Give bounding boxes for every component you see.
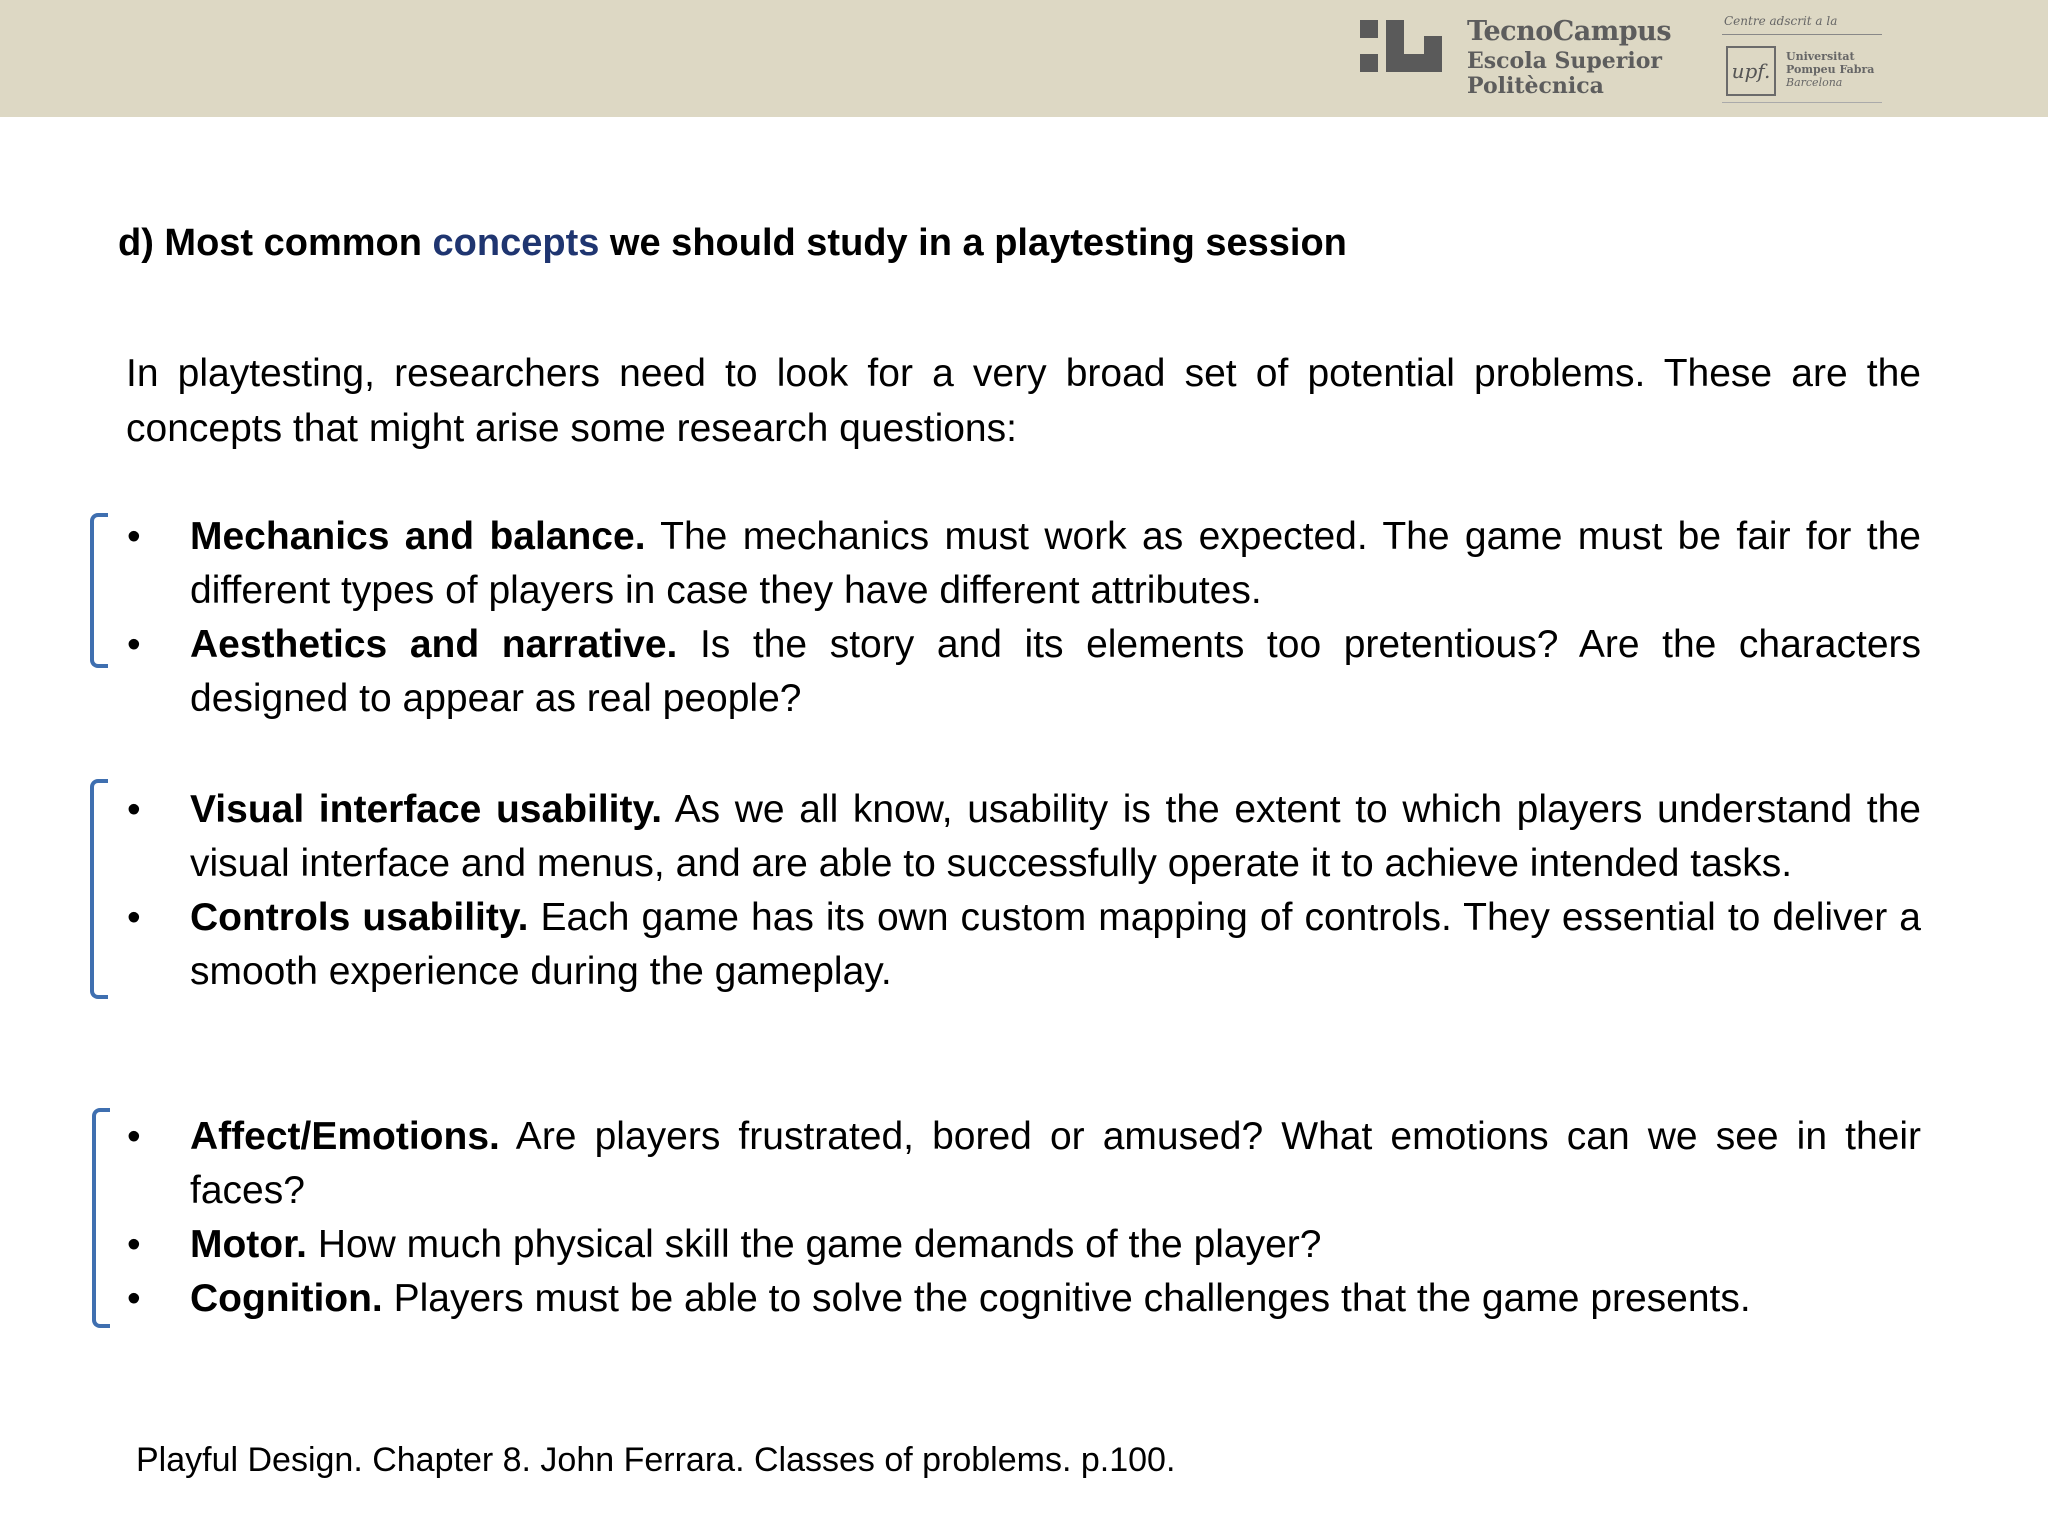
upf-divider-bottom	[1722, 102, 1882, 103]
item-text: Is the story and its elements too pretentious? Are the characters designed to appear as real people?	[190, 623, 1921, 720]
upf-divider	[1722, 34, 1882, 35]
title-prefix: d) Most common	[118, 222, 433, 264]
item-term: Motor.	[190, 1223, 307, 1266]
item-term: Cognition.	[190, 1277, 383, 1320]
item-text: Players must be able to solve the cognitive challenges that the game presents.	[382, 1277, 1751, 1320]
slide-title	[118, 222, 1347, 265]
item-term: Mechanics and balance.	[190, 515, 646, 558]
tecnocampus-subtitle-1: Escola Superior	[1467, 48, 1662, 74]
bullet: •	[127, 623, 141, 666]
upf-name-line2: Pompeu Fabra	[1786, 63, 1875, 76]
header-band	[0, 0, 2048, 117]
list-item-visual-interface	[127, 783, 1921, 891]
item-text: Each game has its own custom mapping of controls. They essential to deliver a smooth experience during the gameplay.	[190, 896, 1921, 993]
upf-adscrit-label: Centre adscrit a la	[1724, 14, 1838, 28]
tecnocampus-name: TecnoCampus	[1467, 16, 1672, 47]
title-highlight: concepts	[432, 222, 600, 264]
title-suffix: we should study in a playtesting session	[599, 222, 1347, 264]
tecnocampus-subtitle-2: Politècnica	[1467, 73, 1604, 99]
item-text: As we all know, usability is the extent to which players understand the visual interface and menus, and are able to successfully operate it to achieve intended tasks.	[190, 788, 1921, 885]
item-term: Controls usability.	[190, 896, 529, 939]
list-item-motor	[127, 1218, 1921, 1272]
item-term: Aesthetics and narrative.	[190, 623, 678, 666]
bullet: •	[127, 1115, 141, 1158]
concept-group-1	[0, 510, 2048, 726]
bullet: •	[127, 1223, 141, 1266]
intro-paragraph: In playtesting, researchers need to look for a very broad set of potential problems. These are the concepts that might arise some research questions:	[126, 352, 1921, 450]
bullet: •	[127, 1277, 141, 1320]
list-item-cognition	[127, 1272, 1921, 1326]
item-text: The mechanics must work as expected. The game must be fair for the different types of players in case they have different attributes.	[190, 515, 1921, 612]
upf-mark: upf.	[1726, 46, 1776, 96]
tecnocampus-wordmark	[1467, 18, 1671, 97]
bullet: •	[127, 896, 141, 939]
bullet: •	[127, 788, 141, 831]
list-item-mechanics	[127, 510, 1921, 618]
bullet: •	[127, 515, 141, 558]
item-term: Visual interface usability.	[190, 788, 663, 831]
concept-group-3	[0, 1110, 2048, 1326]
upf-name	[1786, 50, 1874, 89]
upf-name-line1: Universitat	[1786, 50, 1855, 63]
upf-name-line3: Barcelona	[1786, 76, 1843, 89]
list-item-aesthetics	[127, 618, 1921, 726]
item-text: Are players frustrated, bored or amused? What emotions can we see in their faces?	[190, 1115, 1921, 1212]
concept-group-2	[0, 783, 2048, 999]
item-text: How much physical skill the game demands of the player?	[306, 1223, 1322, 1266]
list-item-controls	[127, 891, 1921, 999]
item-term: Affect/Emotions.	[190, 1115, 500, 1158]
tecnocampus-logo-icon	[1360, 20, 1442, 76]
list-item-affect	[127, 1110, 1921, 1218]
upf-logo	[1722, 14, 1882, 104]
source-citation: Playful Design. Chapter 8. John Ferrara. Classes of problems. p.100.	[136, 1441, 1176, 1479]
